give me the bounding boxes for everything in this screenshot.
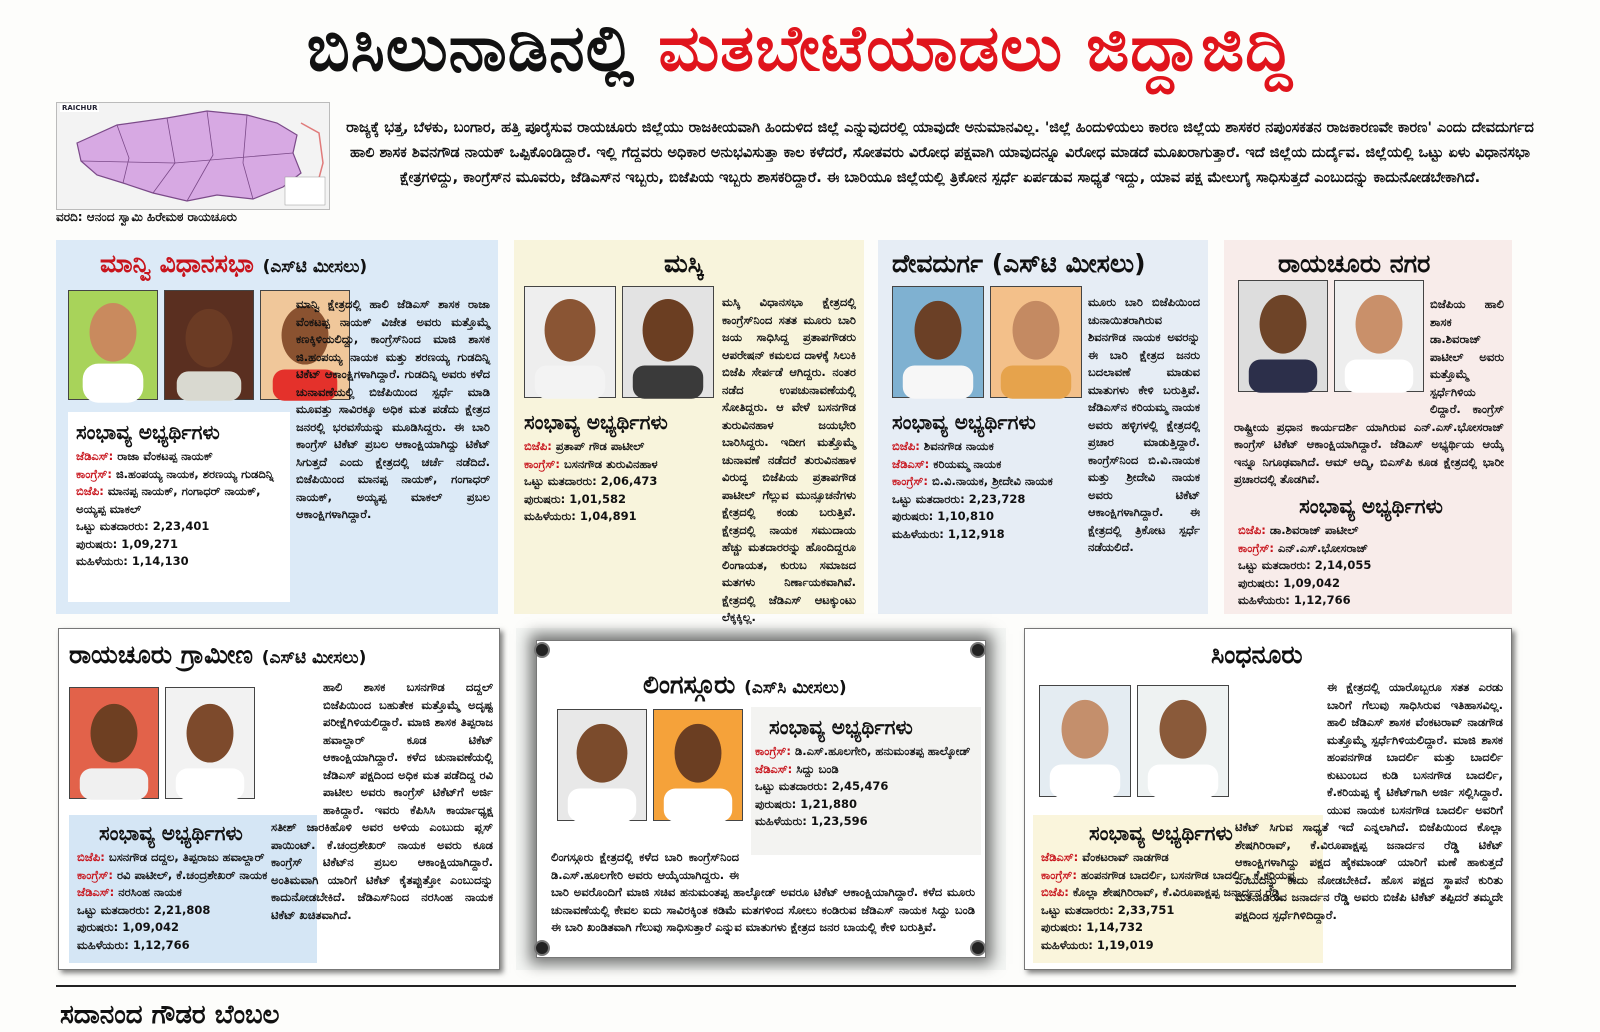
candidate-line: ಬಿಜೆಪಿ: ಬಸನಗೌಡ ದದ್ದಲ, ತಿಪ್ಪರಾಜು ಹವಾಲ್ದಾರ್: [77, 850, 265, 864]
voters-total: ಒಟ್ಟು ಮತದಾರರು: 2,23,401: [76, 519, 210, 533]
headline-part1: ಬಿಸಿಲುನಾಡಿನಲ್ಲಿ: [306, 12, 636, 86]
candidate-line: ಕಾಂಗ್ರೆಸ್: ಜಿ.ಹಂಪಯ್ಯ ನಾಯಕ, ಶರಣಯ್ಯ ಗುಡದಿನ್ನಿ: [76, 466, 274, 481]
constituency-box-sindhanur: [1024, 628, 1512, 970]
constituency-reservation: (ಎಸ್‌ಟಿ ಮೀಸಲು): [262, 257, 368, 277]
district-map-graphic: [57, 103, 329, 209]
candidate-photo: [1137, 685, 1229, 797]
constituency-box-raichur-rural: [58, 628, 500, 970]
candidate-photo: [164, 290, 254, 400]
voters-men: ಪುರುಷರು: 1,14,732: [1041, 920, 1144, 934]
frame-corner-bolt: [534, 940, 550, 956]
footer-rule: [56, 985, 1516, 987]
article-body: ಮೂರು ಬಾರಿ ಬಿಜೆಪಿಯಿಂದ ಚುನಾಯಿತರಾಗಿರುವ ಶಿವನಗೌಡ ನಾಯಕ ಅವರನ್ನು ಈ ಬಾರಿ ಕ್ಷೇತ್ರದ ಜನರು ಬದಲಾವಣೆ ಮಾಡುವ ಮಾತುಗಳು ಕೇಳಿ ಬರುತ್ತಿವೆ. ಜೆಡಿಎಸ್‌ನ ಕರಿಯಮ್ಮ ನಾಯಕ ಅವರು ಹಳ್ಳಿಗಳಲ್ಲಿ ಕ್ಷೇತ್ರದಲ್ಲಿ ಪ್ರಚಾರ ಮಾಡುತ್ತಿದ್ದಾರೆ. ಕಾಂಗ್ರೆಸ್‌ನಿಂದ ಬಿ.ವಿ.ನಾಯಕ ಮತ್ತು ಶ್ರೀದೇವಿ ನಾಯಕ ಅವರು ಟಿಕೆಟ್ ಆಕಾಂಕ್ಷಿಗಳಾಗಿದ್ದಾರೆ. ಈ ಕ್ಷೇತ್ರದಲ್ಲಿ ತ್ರಿಕೋಟ ಸ್ಪರ್ಧೆ ನಡೆಯಲಿದೆ.: [1088, 295, 1200, 554]
candidate-line: ಕಾಂಗ್ರೆಸ್: ರವಿ ಪಾಟೀಲ್, ಕೆ.ಚಂದ್ರಶೇಖರ್ ನಾಯಕ: [77, 867, 268, 882]
constituency-name: ಮಾನ್ವಿ ವಿಧಾನಸಭಾ: [100, 249, 254, 278]
candidate-photo: [892, 286, 984, 398]
candidates-heading: ಸಂಭಾವ್ಯ ಅಭ್ಯರ್ಥಿಗಳು: [769, 715, 913, 739]
frame-corner-bolt: [970, 940, 986, 956]
candidate-line: ಕಾಂಗ್ರೆಸ್: ಹಂಪನಗೌಡ ಬಾದರ್ಲಿ, ಬಸನಗೌಡ ಬಾದರ್ಲಿ, ಕೆ.ಕರಿಯಪ್ಪ: [1041, 867, 1296, 882]
box-title: [892, 248, 1146, 280]
candidates-list: [524, 406, 724, 526]
constituency-name: ಸಿಂಧನೂರು: [1211, 640, 1303, 669]
candidate-photo: [622, 286, 714, 398]
article-body: ಬಿಜೆಪಿಯ ಹಾಲಿ ಶಾಸಕ ಡಾ.ಶಿವರಾಜ್ ಪಾಟೀಲ್ ಅವರು ಮತ್ತೊಮ್ಮೆ ಸ್ಪರ್ಧೆಗಿಳಿಯ ಲಿದ್ದಾರೆ. ಕಾಂಗ್ರೆಸ್ ರಾಷ್ಟ್ರೀಯ ಪ್ರಧಾನ ಕಾರ್ಯದರ್ಶಿ ಯಾಗಿರುವ ಎನ್.ಎಸ್.ಭೋಸರಾಜ್ ಕಾಂಗ್ರೆಸ್ ಟಿಕೆಟ್ ಆಕಾಂಕ್ಷಿಯಾಗಿದ್ದಾರೆ. ಜೆಡಿಎಸ್ ಅಭ್ಯರ್ಥಿಯ ಆಯ್ಕೆ ಇನ್ನೂ ನಿಗೂಢವಾಗಿದೆ. ಆಮ್ ಆದ್ಮಿ, ಬಿಎಸ್‌ಪಿ ಕೂಡ ಕ್ಷೇತ್ರದಲ್ಲಿ ಭಾರೀ ಪ್ರಚಾರದಲ್ಲಿ ತೊಡಗಿವೆ.: [1234, 297, 1504, 486]
candidate-line: ಬಿಜೆಪಿ: ಡಾ.ಶಿವರಾಜ್ ಪಾಟೀಲ್: [1238, 523, 1359, 537]
constituency-name: ಲಿಂಗಸ್ಗೂರು: [643, 670, 736, 699]
voters-men: ಪುರುಷರು: 1,09,042: [77, 920, 180, 934]
candidate-photo: [165, 687, 255, 799]
candidate-line: ಕಾಂಗ್ರೆಸ್: ಬಸನಗೌಡ ತುರುವಿನಹಾಳ: [524, 456, 658, 471]
box-title: [1211, 639, 1303, 671]
article-body: ಲಿಂಗಸ್ಗೂರು ಕ್ಷೇತ್ರದಲ್ಲಿ ಕಳೆದ ಬಾರಿ ಕಾಂಗ್ರೆಸ್‌ನಿಂದ ಡಿ.ಎಸ್.ಹೂಲಗೇರಿ ಅವರು ಆಯ್ಕೆಯಾಗಿದ್ದರು. ಈ ಬಾರಿ ಅವರೊಂದಿಗೆ ಮಾಜಿ ಸಚಿವ ಹನುಮಂತಪ್ಪ ಹಾಲ್ಕೋಡ್ ಅವರೂ ಟಿಕೆಟ್ ಆಕಾಂಕ್ಷಿಯಾಗಿದ್ದಾರೆ. ಕಳೆದ ಮೂರು ಚುನಾವಣೆಯಲ್ಲಿ ಕೇವಲ ಐದು ಸಾವಿರಕ್ಕಿಂತ ಕಡಿಮೆ ಮತಗಳಿಂದ ಸೋಲು ಕಂಡಿರುವ ಜೆಡಿಎಸ್ ನಾಯಕ ಸಿದ್ದು ಬಂಡಿ ಈ ಬಾರಿ ಖಂಡಿತವಾಗಿ ಗೆಲುವು ಸಾಧಿಸುತ್ತಾರೆ ಎನ್ನುವ ಮಾತುಗಳು ಕ್ಷೇತ್ರದ ಜನರ ಬಾಯಲ್ಲಿ ಕೇಳಿ ಬರುತ್ತಿವೆ.: [551, 850, 975, 934]
voters-men: ಪುರುಷರು: 1,10,810: [892, 509, 995, 523]
voters-total: ಒಟ್ಟು ಮತದಾರರು: 2,21,808: [77, 902, 211, 917]
candidate-line: ಕಾಂಗ್ರೆಸ್: ಡಿ.ಎಸ್.ಹೂಲಗೇರಿ, ಹನುಮಂತಪ್ಪ ಹಾಲ್ಕೋಡ್: [755, 744, 971, 758]
voters-total: ಒಟ್ಟು ಮತದಾರರು: 2,14,055: [1238, 558, 1372, 572]
candidates-list: [755, 711, 981, 831]
candidate-line: ಜೆಡಿಎಸ್: ನರಸಿಂಹ ನಾಯಕ: [77, 885, 182, 899]
byline: ವರದಿ: ಆನಂದ ಸ್ವಾಮಿ ಹಿರೇಮಠ ರಾಯಚೂರು: [56, 210, 237, 224]
candidates-heading: ಸಂಭಾವ್ಯ ಅಭ್ಯರ್ಥಿಗಳು: [1299, 494, 1443, 518]
candidates-list: [892, 406, 1092, 543]
article-body: ಹಾಲಿ ಶಾಸಕ ಬಸನಗೌಡ ದದ್ದಲ್ ಬಿಜೆಪಿಯಿಂದ ಬಹುತೇಕ ಮತ್ತೊಮ್ಮೆ ಅದೃಷ್ಟ ಪರೀಕ್ಷೆಗಿಳಿಯಲಿದ್ದಾರೆ. ಮಾಜಿ ಶಾಸಕ ತಿಪ್ಪರಾಜ ಹವಾಲ್ದಾರ್ ಕೂಡ ಟಿಕೆಟ್ ಆಕಾಂಕ್ಷಿಯಾಗಿದ್ದಾರೆ. ಕಳೆದ ಚುನಾವಣೆಯಲ್ಲಿ ಜೆಡಿಎಸ್ ಪಕ್ಷದಿಂದ ಅಧಿಕ ಮತ ಪಡೆದಿದ್ದ ರವಿ ಪಾಟೀಲ ಅವರು ಕಾಂಗ್ರೆಸ್ ಟಿಕೆಟ್‌ಗೆ ಅರ್ಜಿ ಹಾಕಿದ್ದಾರೆ. ಇವರು ಕೆಪಿಸಿಸಿ ಕಾರ್ಯಾಧ್ಯಕ್ಷ ಸತೀಶ್ ಜಾರಕಿಹೊಳಿ ಅವರ ಅಳಿಯ ಎಂಬುದು ಪ್ಲಸ್ ಪಾಯಿಂಟ್. ಕೆ.ಚಂದ್ರಶೇಖರ್ ನಾಯಕ ಅವರು ಕೂಡ ಕಾಂಗ್ರೆಸ್ ಟಿಕೆಟ್‌ನ ಪ್ರಬಲ ಆಕಾಂಕ್ಷಿಯಾಗಿದ್ದಾರೆ. ಅಂತಿಮವಾಗಿ ಯಾರಿಗೆ ಟಿಕೆಟ್ ಕೈತಪ್ಪುತ್ತೋ ಎಂಬುದನ್ನು ಕಾದುನೋಡಬೇಕಿದೆ. ಜೆಡಿಎಸ್‌ನಿಂದ ನರಸಿಂಹ ನಾಯಕ ಟಿಕೆಟ್ ಖಚಿತವಾಗಿದೆ.: [271, 680, 493, 922]
candidate-photo: [990, 286, 1082, 398]
intro-paragraph: ರಾಜ್ಯಕ್ಕೆ ಭತ್ತ, ಬೆಳಕು, ಬಂಗಾರ, ಹತ್ತಿ ಪೂರೈಸುವ ರಾಯಚೂರು ಜಿಲ್ಲೆಯು ರಾಜಕೀಯವಾಗಿ ಹಿಂದುಳಿದ ಜಿಲ್ಲೆ ಎನ್ನುವುದರಲ್ಲಿ ಯಾವುದೇ ಅನುಮಾನವಿಲ್ಲ. 'ಜಿಲ್ಲೆ ಹಿಂದುಳಿಯಲು ಕಾರಣ ಜಿಲ್ಲೆಯ ಶಾಸಕರ ನಪುಂಸಕತನ ರಾಜಕಾರಣವೇ ಕಾರಣ' ಎಂದು ದೇವದುರ್ಗದ ಹಾಲಿ ಶಾಸಕ ಶಿವನಗೌಡ ನಾಯಕ್ ಒಪ್ಪಿಕೊಂಡಿದ್ದಾರೆ. ಇಲ್ಲಿ ಗೆದ್ದವರು ಅಧಿಕಾರ ಅನುಭವಿಸುತ್ತಾ ಕಾಲ ಕಳೆದರೆ, ಸೋತವರು ವಿರೋಧ ಪಕ್ಷವಾಗಿ ಯಾವುದನ್ನೂ ವಿರೋಧ ಮಾಡದೆ ಮೂಖರಾಗುತ್ತಾರೆ. ಇದೆ ಜಿಲ್ಲೆಯ ದುರ್ದೈವ. ಜಿಲ್ಲೆಯಲ್ಲಿ ಒಟ್ಟು ಏಳು ವಿಧಾನಸಭಾ ಕ್ಷೇತ್ರಗಳಿದ್ದು, ಕಾಂಗ್ರೆಸ್‌ನ ಮೂವರು, ಜೆಡಿಎಸ್‌ನ ಇಬ್ಬರು, ಬಿಜೆಪಿಯ ಇಬ್ಬರು ಶಾಸಕರಿದ್ದಾರೆ. ಈ ಬಾರಿಯೂ ಜಿಲ್ಲೆಯಲ್ಲಿ ತ್ರಿಕೋನ ಸ್ಪರ್ಧೆ ಏರ್ಪಡುವ ಸಾಧ್ಯತೆ ಇದ್ದು, ಯಾವ ಪಕ್ಷ ಮೇಲುಗೈ ಸಾಧಿಸುತ್ತದೆ ಎಂಬುದನ್ನು ಕಾದುನೋಡಬೇಕಾಗಿದೆ.: [346, 120, 1534, 186]
page-headline: [0, 6, 1600, 92]
candidates-heading: ಸಂಭಾವ್ಯ ಅಭ್ಯರ್ಥಿಗಳು: [1089, 821, 1233, 845]
voters-total: ಒಟ್ಟು ಮತದಾರರು: 2,06,473: [524, 474, 658, 488]
voters-total: ಒಟ್ಟು ಮತದಾರರು: 2,33,751: [1041, 902, 1175, 917]
candidate-line: ಬಿಜೆಪಿ: ಮಾನಪ್ಪ ನಾಯಕ್, ಗಂಗಾಧರ್ ನಾಯಕ್, ಅಯ್ಯಪ್ಪ ಮಾಕಲ್: [76, 484, 261, 516]
candidates-heading: ಸಂಭಾವ್ಯ ಅಭ್ಯರ್ಥಿಗಳು: [99, 821, 243, 845]
candidate-line: ಜೆಡಿಎಸ್: ಕರಿಯಮ್ಮ ನಾಯಕ: [892, 456, 1002, 471]
candidate-photo: [524, 286, 616, 398]
frame-corner-bolt: [534, 642, 550, 658]
box-title: [1278, 248, 1430, 280]
candidates-list: [1238, 490, 1504, 610]
constituency-box-manvi: [56, 240, 498, 614]
candidate-line: ಬಿಜೆಪಿ: ಪ್ರತಾಪ್ ಗೌಡ ಪಾಟೀಲ್: [524, 439, 645, 453]
headline-part2: ಮತಬೇಟೆಯಾಡಲು: [658, 12, 1064, 86]
voters-total: ಒಟ್ಟು ಮತದಾರರು: 2,45,476: [755, 779, 889, 793]
constituency-box-raichur-city: [1224, 240, 1512, 614]
constituency-box-lingasugur: [516, 628, 1006, 970]
candidates-heading: ಸಂಭಾವ್ಯ ಅಭ್ಯರ್ಥಿಗಳು: [76, 420, 220, 444]
candidate-line: ಜೆಡಿಎಸ್: ರಾಜಾ ವೆಂಕಟಪ್ಪ ನಾಯಕ್: [76, 449, 213, 463]
voters-men: ಪುರುಷರು: 1,09,271: [76, 536, 179, 551]
candidate-photo: [557, 709, 647, 821]
voters-women: ಮಹಿಳೆಯರು: 1,12,918: [892, 526, 1005, 541]
voters-women: ಮಹಿಳೆಯರು: 1,12,766: [77, 937, 190, 952]
candidate-photo: [68, 290, 158, 400]
constituency-name: ದೇವದುರ್ಗ: [892, 249, 983, 278]
box-title: [69, 639, 366, 674]
candidates-heading: ಸಂಭಾವ್ಯ ಅಭ್ಯರ್ಥಿಗಳು: [524, 410, 668, 434]
voters-men: ಪುರುಷರು: 1,01,582: [524, 491, 627, 506]
box-title: [100, 248, 367, 283]
candidates-list: [76, 416, 286, 571]
voters-men: ಪುರುಷರು: 1,09,042: [1238, 575, 1341, 590]
candidate-line: ಬಿಜೆಪಿ: ಶಿವನಗೌಡ ನಾಯಕ: [892, 439, 994, 453]
next-article-headline: ಸದಾನಂದ ಗೌಡರ ಬೆಂಬಲ: [60, 1000, 280, 1030]
candidates-heading: ಸಂಭಾವ್ಯ ಅಭ್ಯರ್ಥಿಗಳು: [892, 410, 1036, 434]
candidate-line: ಜೆಡಿಎಸ್: ವೆಂಕಟರಾವ್ ನಾಡಗೌಡ: [1041, 850, 1169, 864]
constituency-reservation: (ಎಸ್‌ಟಿ ಮೀಸಲು): [261, 648, 367, 668]
candidate-photo: [1039, 685, 1131, 797]
voters-women: ಮಹಿಳೆಯರು: 1,19,019: [1041, 937, 1154, 952]
headline-part3: ಜಿದ್ದಾಜಿದ್ದಿ: [1086, 12, 1294, 86]
candidate-line: ಕಾಂಗ್ರೆಸ್: ಎನ್.ಎಸ್.ಭೋಸರಾಜ್: [1238, 540, 1369, 555]
constituency-box-maski: [514, 240, 864, 624]
article-body: ಈ ಕ್ಷೇತ್ರದಲ್ಲಿ ಯಾರೊಬ್ಬರೂ ಸತತ ಎರಡು ಬಾರಿಗೆ ಗೆಲುವು ಸಾಧಿಸಿರುವ ಇತಿಹಾಸವಿಲ್ಲ. ಹಾಲಿ ಜೆಡಿಎಸ್ ಶಾಸಕ ವೆಂಕಟರಾವ್ ನಾಡಗೌಡ ಮತ್ತೊಮ್ಮೆ ಸ್ಪರ್ಧೆಗಿಳಿಯಲಿದ್ದಾರೆ. ಮಾಜಿ ಶಾಸಕ ಹಂಪನಗೌಡ ಬಾದರ್ಲಿ ಮತ್ತು ಬಾದರ್ಲಿ ಕುಟುಂಬದ ಕುಡಿ ಬಸನಗೌಡ ಬಾದರ್ಲಿ, ಕೆ.ಕರಿಯಪ್ಪ ಕೈ ಟಿಕೆಟ್‌ಗಾಗಿ ಅರ್ಜಿ ಸಲ್ಲಿಸಿದ್ದಾರೆ. ಯುವ ನಾಯಕ ಬಸನಗೌಡ ಬಾದರ್ಲಿ ಅವರಿಗೆ ಟಿಕೆಟ್ ಸಿಗುವ ಸಾಧ್ಯತೆ ಇದೆ ಎನ್ನಲಾಗಿದೆ. ಬಿಜೆಪಿಯಿಂದ ಕೊಲ್ಲಾ ಶೇಷಗಿರಿರಾವ್, ಕೆ.ವಿರೂಪಾಕ್ಷಪ್ಪ ಜನಾರ್ದನ ರೆಡ್ಡಿ ಟಿಕೆಟ್ ಆಕಾಂಕ್ಷಿಗಳಾಗಿದ್ದು ಪಕ್ಷದ ಹೈಕಮಾಂಡ್ ಯಾರಿಗೆ ಮಣೆ ಹಾಕುತ್ತದೆ ಎಂಬುದನ್ನು ಕಾದು ನೋಡಬೇಕಿದೆ. ಹೊಸ ಪಕ್ಷದ ಸ್ಥಾಪನೆ ಕುರಿತು ಮತನಾಡಿರುವ ಜನಾರ್ದನ ರೆಡ್ಡಿ ಅವರು ಬಿಜೆಪಿ ಟಿಕೆಟ್ ತಪ್ಪಿದರೆ ತಮ್ಮದೇ ಪಕ್ಷದಿಂದ ಸ್ಪರ್ಧೆಗಿಳಿದಿದ್ದಾರೆ.: [1235, 680, 1503, 922]
candidate-photo: [653, 709, 743, 821]
candidate-photo: [69, 687, 159, 799]
voters-women: ಮಹಿಳೆಯರು: 1,12,766: [1238, 593, 1351, 607]
voters-total: ಒಟ್ಟು ಮತದಾರರು: 2,23,728: [892, 491, 1026, 506]
candidate-line: ಜೆಡಿಎಸ್: ಸಿದ್ದು ಬಂಡಿ: [755, 761, 839, 776]
voters-women: ಮಹಿಳೆಯರು: 1,04,891: [524, 509, 637, 523]
frame-corner-bolt: [970, 642, 986, 658]
voters-women: ಮಹಿಳೆಯರು: 1,14,130: [76, 554, 189, 568]
voters-men: ಪುರುಷರು: 1,21,880: [755, 796, 858, 811]
box-title: [664, 248, 703, 280]
map-label: RAICHUR: [62, 104, 98, 112]
lingasugur-frame: [536, 640, 986, 958]
candidate-line: ಬಿಜೆಪಿ: ಕೊಲ್ಲಾ ಶೇಷಗಿರಿರಾವ್, ಕೆ.ವಿರೂಪಾಕ್ಷಪ್ಪ ಜನಾರ್ದನ ರೆಡ್ಡಿ: [1041, 885, 1281, 899]
candidate-line: ಕಾಂಗ್ರೆಸ್: ಬಿ.ವಿ.ನಾಯಕ, ಶ್ರೀದೇವಿ ನಾಯಕ: [892, 474, 1053, 488]
constituency-name: ರಾಯಚೂರು ನಗರ: [1278, 249, 1431, 278]
article-body: ಮಾನ್ವಿ ಕ್ಷೇತ್ರದಲ್ಲಿ ಹಾಲಿ ಜೆಡಿಎಸ್ ಶಾಸಕ ರಾಜಾ ವೆಂಕಟಪ್ಪ ನಾಯಕ್ ವಿಜೇತ ಅವರು ಮತ್ತೊಮ್ಮೆ ಕಣಕ್ಕಿಳಿಯಲಿದ್ದು, ಕಾಂಗ್ರೆಸ್‌ನಿಂದ ಮಾಜಿ ಶಾಸಕ ಜಿ.ಹಂಪಯ್ಯ ನಾಯಕ ಮತ್ತು ಶರಣಯ್ಯ ಗುಡದಿನ್ನಿ ಟಿಕೆಟ್ ಆಕಾಂಕ್ಷಿಗಳಾಗಿದ್ದಾರೆ. ಗುಡದಿನ್ನಿ ಅವರು ಕಳೆದ ಚುನಾವಣೆಯಲ್ಲಿ ಬಿಜೆಪಿಯಿಂದ ಸ್ಪರ್ಧೆ ಮಾಡಿ ಮೂವತ್ತು ಸಾವಿರಕ್ಕೂ ಅಧಿಕ ಮತ ಪಡೆದು ಕ್ಷೇತ್ರದ ಜನರಲ್ಲಿ ಭರವಸೆಯನ್ನು ಮೂಡಿಸಿದ್ದರು. ಈ ಬಾರಿ ಕಾಂಗ್ರೆಸ್ ಟಿಕೆಟ್ ಪ್ರಬಲ ಆಕಾಂಕ್ಷಿಯಾಗಿದ್ದು ಟಿಕೆಟ್ ಸಿಗುತ್ತದೆ ಎಂದು ಕ್ಷೇತ್ರದಲ್ಲಿ ಚರ್ಚೆ ನಡೆದಿದೆ. ಬಿಜೆಪಿಯಿಂದ ಮಾನಪ್ಪ ನಾಯಕ್, ಗಂಗಾಧರ್ ನಾಯಕ್, ಅಯ್ಯಪ್ಪ ಮಾಕಲ್ ಪ್ರಬಲ ಆಕಾಂಕ್ಷಿಗಳಾಗಿದ್ದಾರೆ.: [296, 297, 490, 521]
constituency-name: ಮಸ್ಕಿ: [664, 249, 704, 278]
district-map: [56, 102, 330, 210]
constituency-name: ರಾಯಚೂರು ಗ್ರಾಮೀಣ: [69, 640, 254, 669]
voters-women: ಮಹಿಳೆಯರು: 1,23,596: [755, 814, 868, 828]
article-body: ಮಸ್ಕಿ ವಿಧಾನಸಭಾ ಕ್ಷೇತ್ರದಲ್ಲಿ ಕಾಂಗ್ರೆಸ್‌ನಿಂದ ಸತತ ಮೂರು ಬಾರಿ ಜಯ ಸಾಧಿಸಿದ್ದ ಪ್ರತಾಪಗೌಡರು ಆಪರೇಷನ್ ಕಮಲದ ದಾಳಕ್ಕೆ ಸಿಲುಕಿ ಬಿಜೆಪಿ ಸೇರ್ಪಡೆ ಆಗಿದ್ದರು. ನಂತರ ನಡೆದ ಉಪಚುನಾವಣೆಯಲ್ಲಿ ಸೋತಿದ್ದರು. ಆ ವೇಳೆ ಬಸನಗೌಡ ತುರುವಿನಹಾಳ ಜಯಭೇರಿ ಬಾರಿಸಿದ್ದರು. ಇದೀಗ ಮತ್ತೊಮ್ಮೆ ಚುನಾವಣೆ ನಡೆದರೆ ತುರುವಿನಹಾಳ ವಿರುದ್ಧ ಬಿಜೆಪಿಯ ಪ್ರತಾಪಗೌಡ ಪಾಟೀಲ್ ಗೆಲ್ಲುವ ಮುನ್ಸೂಚನೆಗಳು ಕ್ಷೇತ್ರದಲ್ಲಿ ಕಂಡು ಬರುತ್ತಿವೆ. ಕ್ಷೇತ್ರದಲ್ಲಿ ನಾಯಕ ಸಮುದಾಯ ಹೆಚ್ಚು ಮತದಾರರನ್ನು ಹೊಂದಿದ್ದರೂ ಲಿಂಗಾಯತ, ಕುರುಬ ಸಮಾಜದ ಮತಗಳು ನಿರ್ಣಾಯಕವಾಗಿವೆ. ಕ್ಷೇತ್ರದಲ್ಲಿ ಜೆಡಿಎಸ್ ಆಟಕ್ಕುಂಟು ಲೆಕ್ಕಕ್ಕಿಲ್ಲ.: [722, 295, 856, 624]
constituency-reservation: (ಎಸ್‌ಟಿ ಮೀಸಲು): [991, 249, 1146, 278]
constituency-box-devadurga: [878, 240, 1208, 614]
constituency-reservation: (ಎಸ್‌ಸಿ ಮೀಸಲು): [744, 678, 847, 698]
box-title: [643, 669, 847, 704]
